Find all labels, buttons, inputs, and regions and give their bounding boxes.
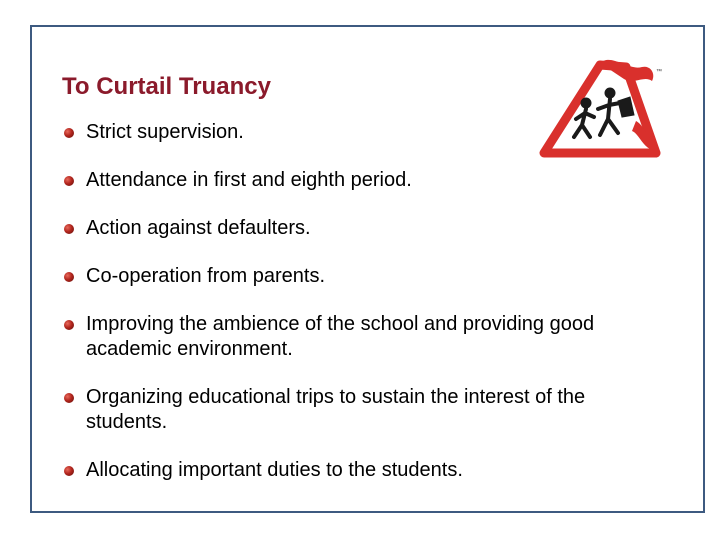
bullet-icon [64, 393, 74, 403]
bullet-icon [64, 320, 74, 330]
bullet-item [62, 168, 662, 193]
bullet-text: Co-operation from parents. [86, 265, 326, 287]
bullet-icon [64, 466, 74, 476]
bullet-text: Organizing educational trips to sustain the interest of the students. [86, 386, 586, 433]
bullet-item [62, 312, 662, 362]
bullet-item [62, 264, 662, 289]
bullet-item [62, 458, 662, 483]
bullet-text: Attendance in first and eighth period. [86, 169, 412, 191]
bullet-item [62, 385, 662, 435]
bullet-icon [64, 176, 74, 186]
school-children-warning-sign-icon [530, 45, 680, 165]
bullet-icon [64, 224, 74, 234]
bullet-text: Strict supervision. [86, 121, 244, 143]
bullet-list [62, 120, 662, 506]
bullet-item [62, 216, 662, 241]
bullet-text: Action against defaulters. [86, 217, 311, 239]
slide-title: To Curtail Truancy [62, 73, 271, 100]
bullet-icon [64, 272, 74, 282]
trademark-symbol: ™ [656, 69, 662, 75]
bullet-text: Allocating important duties to the students. [86, 459, 463, 481]
bullet-icon [64, 128, 74, 138]
bullet-text: Improving the ambience of the school and providing good academic environment. [86, 313, 595, 360]
